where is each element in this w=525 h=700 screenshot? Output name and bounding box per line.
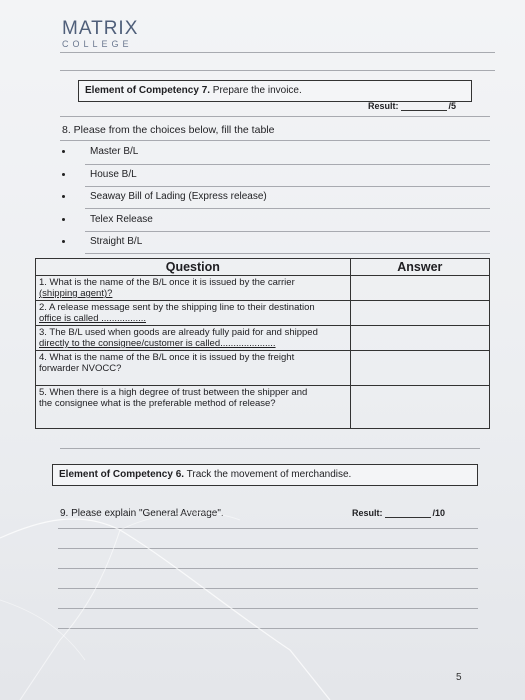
- result-max: /10: [432, 508, 446, 518]
- question-line: forwarder NVOCC?: [39, 363, 122, 374]
- question-line: directly to the consignee/customer is called.....................: [39, 338, 276, 349]
- question-line: office is called .................: [39, 313, 147, 324]
- choice-label: Straight B/L: [90, 236, 143, 247]
- question-9-text: 9. Please explain "General Average".: [60, 508, 224, 519]
- choice-label: Master B/L: [90, 146, 139, 157]
- result-max: /5: [448, 101, 457, 111]
- question-line: (shipping agent)?: [39, 288, 113, 299]
- competency-7-task: Prepare the invoice.: [210, 85, 302, 96]
- result-label: Result:: [368, 101, 399, 111]
- competency-6-task: Track the movement of merchandise.: [184, 469, 352, 480]
- header-answer: Answer: [350, 259, 489, 276]
- question-line: 2. A release message sent by the shipping line to their destination: [39, 302, 315, 313]
- result-label: Result:: [352, 508, 383, 518]
- question-line: 4. What is the name of the B/L once it is issued by the freight: [39, 352, 295, 363]
- competency-7-label: Element of Competency 7.: [85, 85, 211, 96]
- question-8-text: 8. Please from the choices below, fill the table: [62, 124, 275, 136]
- choice-label: House B/L: [90, 168, 137, 180]
- page-number: 5: [456, 672, 462, 683]
- header-question: Question: [36, 259, 351, 276]
- logo-name: MATRIX: [62, 18, 139, 39]
- choice-label: Seaway Bill of Lading (Express release): [90, 191, 267, 202]
- choice-label: Telex Release: [90, 213, 153, 225]
- question-line: 5. When there is a high degree of trust between the shipper and: [39, 387, 308, 398]
- competency-6-label: Element of Competency 6.: [59, 469, 185, 480]
- question-line: 3. The B/L used when goods are already fully paid for and shipped: [39, 327, 318, 338]
- question-line: the consignee what is the preferable method of release?: [39, 398, 276, 409]
- logo-subtitle: COLLEGE: [62, 39, 133, 49]
- question-line: 1. What is the name of the B/L once it is issued by the carrier: [39, 277, 295, 288]
